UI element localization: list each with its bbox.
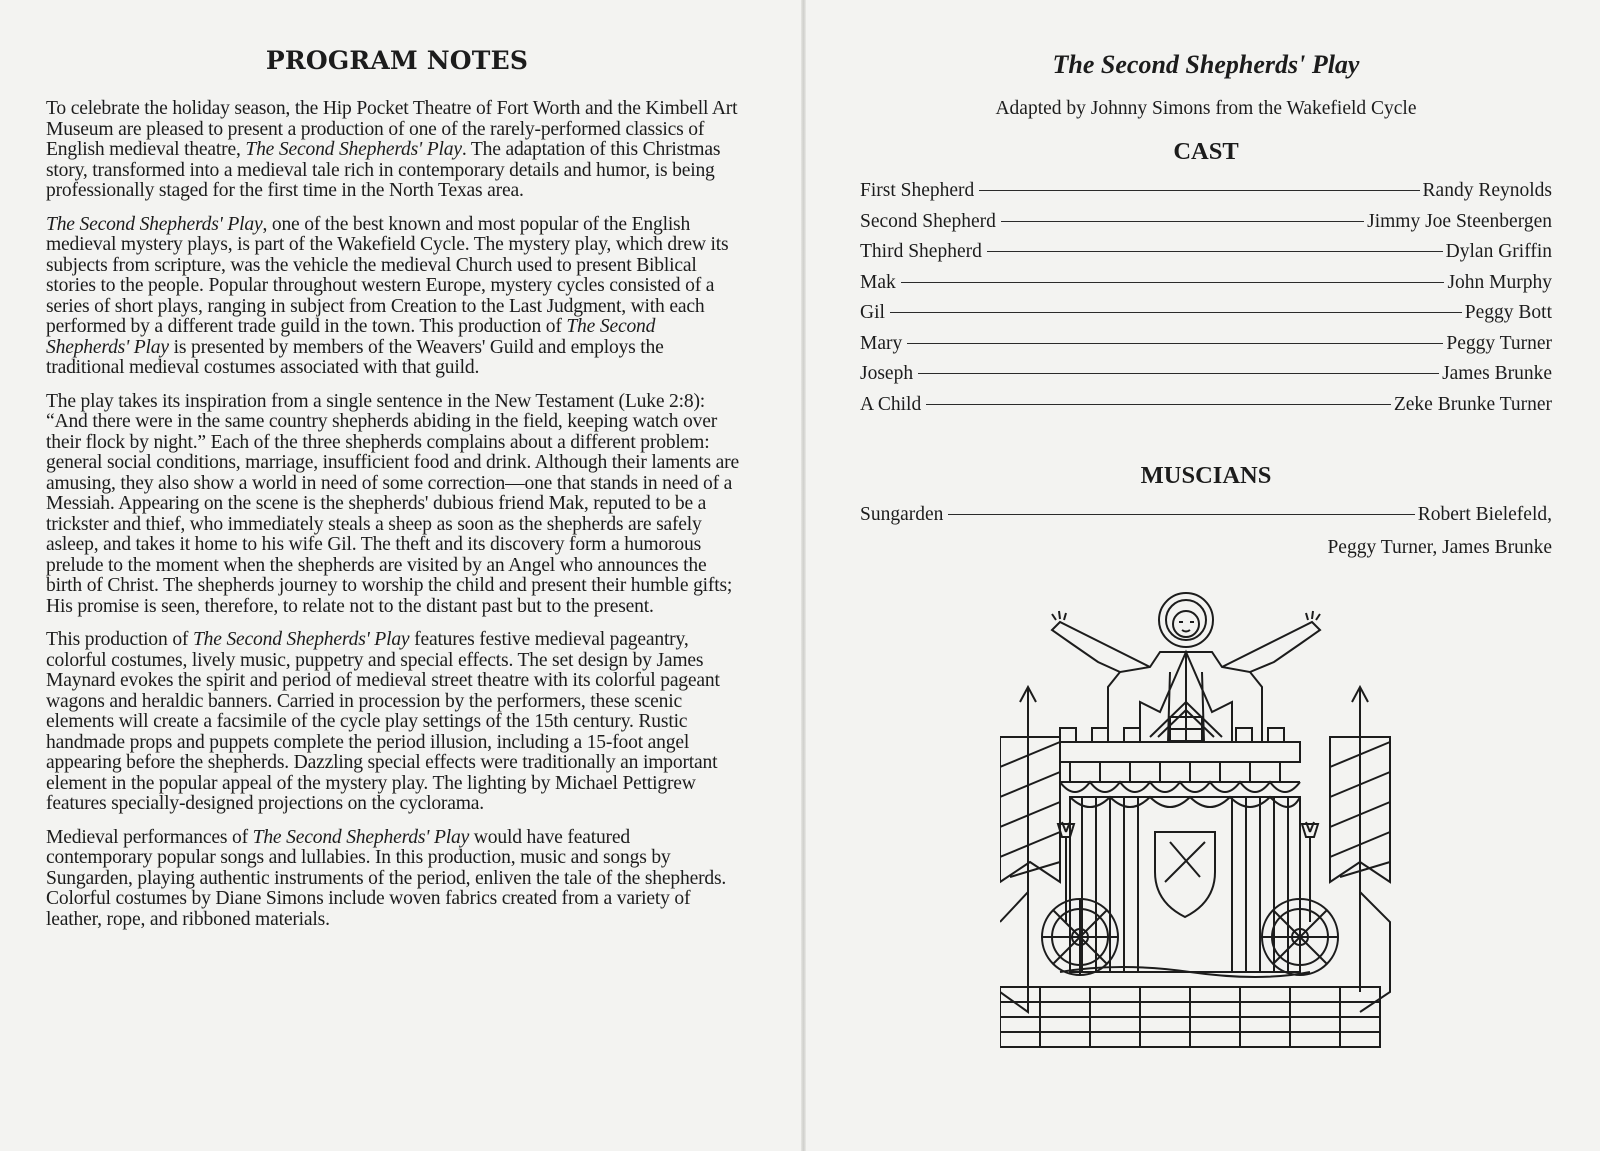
- play-title-italic: The Second Shepherds' Play: [252, 826, 470, 848]
- pageant-wagon-illustration: [1000, 592, 1420, 1067]
- cast-actor: Jimmy Joe Steenbergen: [1367, 210, 1552, 232]
- paragraph-text: would have featured contemporary popular songs and lullabies. In this production, music and songs by Sungarden, playing authentic instruments of the period, enliven the tale of the shepherds. Colorful costumes by Diane Simons include woven fabrics created from a variety of leather, rope, and ribboned materials.: [46, 826, 727, 930]
- cast-row: [860, 333, 1552, 364]
- wagon-curtain: [1070, 797, 1300, 972]
- dotted-leader: [1001, 221, 1364, 222]
- paragraph-text: The play takes its inspiration from a single sentence in the New Testament (Luke 2:8): “And there were in the same country shepherds abiding in the field, keeping watch over their flock by night.” Each of the three shepherds complains about a different problem: general social conditions, marriage, insufficient food and drink. Although their laments are amusing, they also show a world in need of some correction—one that stands in need of a Messiah. Appearing on the scene is the shepherds' dubious friend Mak, reputed to be a trickster and thief, who immediately steals a sheep as soon as the shepherds are safely asleep, and takes it home to his wife Gil. The theft and its discovery form a humorous prelude to the moment when the shepherds are visited by an Angel who announces the birth of Christ. The shepherds journey to worship the child and present their humble gifts; His promise is seen, therefore, to relate not to the distant past but to the present.: [46, 390, 739, 617]
- musicians-row: [860, 504, 1552, 535]
- cast-role: Third Shepherd: [860, 241, 982, 262]
- paragraph-text: Medieval performances of: [46, 826, 253, 848]
- program-notes-page: [46, 46, 740, 943]
- cast-list: [860, 180, 1552, 424]
- cast-heading: CAST: [1173, 138, 1239, 165]
- notes-body: [46, 99, 740, 930]
- dotted-leader: [890, 312, 1462, 313]
- angel-left-arm: [1052, 622, 1150, 672]
- cast-actor: James Brunke: [1442, 363, 1552, 384]
- wagon-battlements: [1060, 742, 1300, 762]
- cast-row: [860, 272, 1552, 303]
- cast-actor: Peggy Turner: [1446, 332, 1552, 354]
- angel-right-arm: [1222, 622, 1320, 672]
- page-title: PROGRAM NOTES: [265, 46, 529, 75]
- angel-face: [1173, 611, 1199, 637]
- musicians-group: Sungarden: [860, 504, 944, 525]
- notes-paragraph: [46, 215, 740, 379]
- paragraph-text: features festive medieval pageantry, colorful costumes, lively music, puppetry and special effects. The set design by James Maynard evokes the spirit and period of medieval street theatre with its colorful pageant wagons and heraldic banners. Carried in procession by the performers, these scenic elements will create a facsimile of the cycle play settings of the 15th century. Rustic handmade props and puppets complete the period illusion, including a 15-foot angel appearing before the shepherds. Dazzling special effects were traditionally an important element in the popular appeal of the mystery play. The lighting by Michael Pettigrew features specially-designed projections on the cyclorama.: [46, 629, 720, 814]
- page-fold-divider: [801, 0, 806, 1151]
- adaptation-credit: Adapted by Johnny Simons from the Wakefield Cycle: [995, 98, 1417, 119]
- notes-paragraph: [46, 99, 740, 202]
- heraldic-shield: [1155, 832, 1215, 917]
- paragraph-text: is presented by members of the Weavers' Guild and employs the traditional medieval costumes associated with that guild.: [46, 336, 664, 378]
- cast-actor: Zeke Brunke Turner: [1393, 393, 1552, 415]
- play-title-italic: The Second Shepherds' Play: [46, 316, 656, 358]
- cast-role: Mary: [860, 332, 903, 354]
- paragraph-text: To celebrate the holiday season, the Hip Pocket Theatre of Fort Worth and the Kimbell Art Museum are pleased to present a production of one of the rarely-performed classics of English medieval theatre,: [46, 98, 738, 160]
- notes-paragraph: [46, 630, 740, 815]
- dotted-leader: [926, 404, 1391, 405]
- notes-paragraph: [46, 392, 740, 618]
- cast-actor: Randy Reynolds: [1422, 180, 1552, 201]
- dotted-leader: [987, 251, 1443, 252]
- cast-row: [860, 180, 1552, 211]
- dotted-leader: [948, 514, 1414, 515]
- dotted-leader: [901, 282, 1445, 283]
- left-banner: [1000, 737, 1060, 882]
- cast-role: Joseph: [860, 363, 914, 384]
- cast-role: Gil: [860, 302, 885, 323]
- cast-page: [860, 46, 1552, 559]
- play-title: The Second Shepherds' Play: [1052, 50, 1360, 79]
- paragraph-text: This production of: [46, 629, 193, 650]
- angel-halo: [1159, 593, 1213, 647]
- play-title-italic: The Second Shepherds' Play: [245, 139, 462, 160]
- musicians-heading: MUSCIANS: [1140, 462, 1272, 489]
- cast-role: First Shepherd: [860, 180, 975, 201]
- paragraph-text: , one of the best known and most popular of the English medieval mystery plays, is part of the Wakefield Cycle. The mystery play, which drew its subjects from scripture, was the vehicle the medieval Church used to present Biblical stories to the people. Popular throughout western Europe, mystery cycles consisted of a series of short plays, ranging in subject from Creation to the Last Judgment, with each performed by a different trade guild in the town. This production of: [46, 213, 729, 337]
- notes-paragraph: [46, 828, 740, 931]
- cast-role: Mak: [860, 271, 896, 293]
- play-title-italic: The Second Shepherds' Play: [192, 629, 410, 650]
- musicians-names-line2: Peggy Turner, James Brunke: [1327, 536, 1552, 558]
- cast-row: [860, 241, 1552, 272]
- cast-actor: John Murphy: [1447, 271, 1552, 293]
- cast-actor: Dylan Griffin: [1445, 241, 1552, 262]
- cast-row: [860, 211, 1552, 242]
- cast-row: [860, 394, 1552, 425]
- cast-row: [860, 363, 1552, 394]
- cast-role: A Child: [860, 393, 922, 415]
- play-title-italic: The Second Shepherds' Play: [46, 213, 263, 235]
- right-torch: [1302, 822, 1318, 922]
- musicians-names-line1: Robert Bielefeld,: [1417, 504, 1552, 525]
- cast-role: Second Shepherd: [860, 210, 996, 232]
- dotted-leader: [979, 190, 1419, 191]
- cast-row: [860, 302, 1552, 333]
- paragraph-text: . The adaptation of this Christmas story, transformed into a medieval tale rich in contemporary details and humor, is being professionally staged for the first time in the North Texas area.: [46, 139, 721, 201]
- dotted-leader: [907, 343, 1443, 344]
- dotted-leader: [918, 373, 1439, 374]
- cast-actor: Peggy Bott: [1464, 302, 1552, 323]
